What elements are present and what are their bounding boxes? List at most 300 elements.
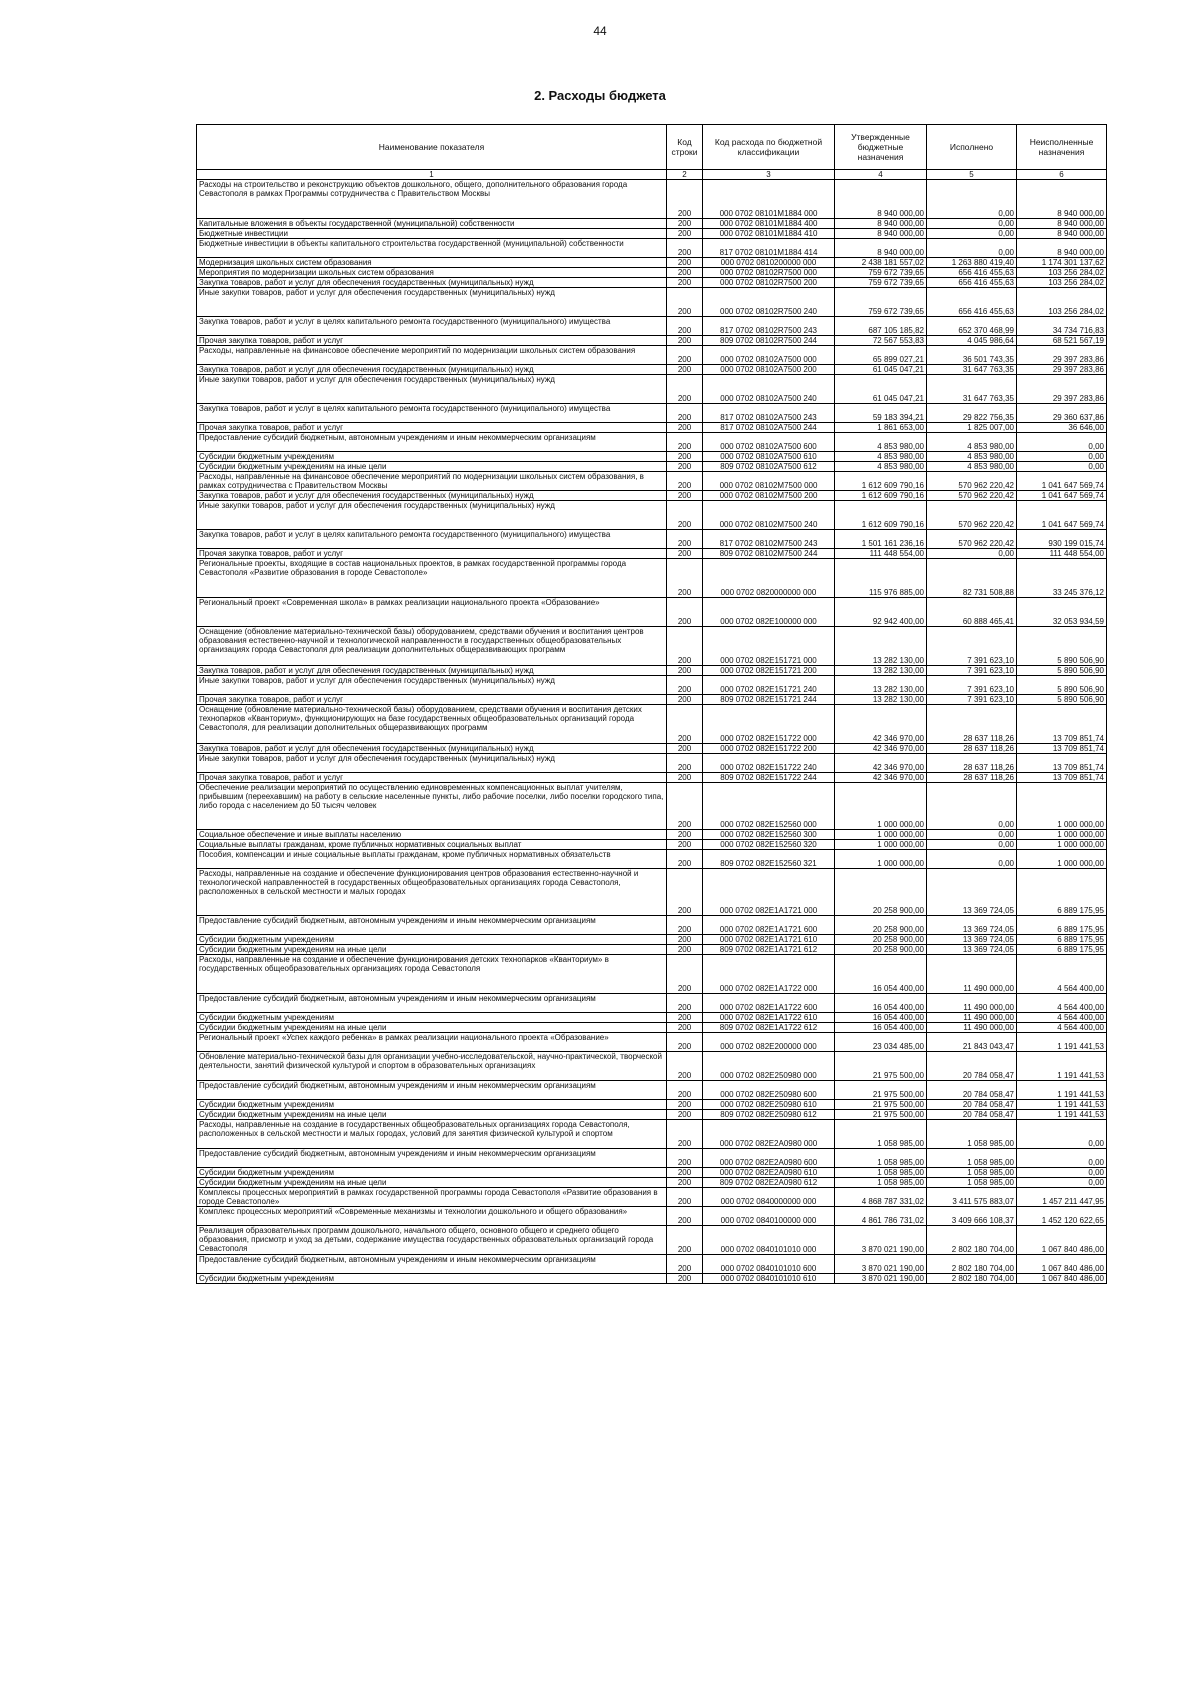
row-approved: 20 258 900,00 [835,935,927,945]
row-code: 200 [667,1226,703,1255]
row-code: 200 [667,935,703,945]
row-classification: 000 0702 08101M1884 000 [703,180,835,219]
table-row [197,501,1107,530]
row-name: Субсидии бюджетным учреждениям [197,1100,667,1110]
row-executed: 570 962 220,42 [927,501,1017,530]
row-unexecuted: 5 890 506,90 [1017,627,1107,666]
row-unexecuted: 1 000 000,00 [1017,830,1107,840]
row-name: Расходы, направленные на создание в государственных общеобразовательных организациях города Севастополя, расположенных в сельской местности и малых городах, условий для занятия физической культурой и спортом [197,1120,667,1149]
table-row [197,1255,1107,1274]
row-name: Предоставление субсидий бюджетным, автономным учреждениям и иным некоммерческим организациям [197,1081,667,1100]
table-row [197,365,1107,375]
row-unexecuted: 5 890 506,90 [1017,666,1107,676]
row-approved: 16 054 400,00 [835,1013,927,1023]
row-name: Бюджетные инвестиции [197,229,667,239]
row-approved: 42 346 970,00 [835,705,927,744]
row-code: 200 [667,1100,703,1110]
table-row [197,945,1107,955]
row-approved: 3 870 021 190,00 [835,1255,927,1274]
row-unexecuted: 1 067 840 486,00 [1017,1255,1107,1274]
table-row [197,850,1107,869]
row-executed: 0,00 [927,830,1017,840]
table-row [197,935,1107,945]
row-executed: 11 490 000,00 [927,955,1017,994]
row-name: Субсидии бюджетным учреждениям [197,1168,667,1178]
row-executed: 20 784 058,47 [927,1052,1017,1081]
row-classification: 000 0702 08102A7500 000 [703,346,835,365]
row-code: 200 [667,404,703,423]
row-classification: 000 0702 082E1A1722 600 [703,994,835,1013]
row-name: Предоставление субсидий бюджетным, автономным учреждениям и иным некоммерческим организациям [197,994,667,1013]
row-approved: 21 975 500,00 [835,1100,927,1110]
row-unexecuted: 1 000 000,00 [1017,850,1107,869]
row-classification: 000 0702 08102A7500 240 [703,375,835,404]
table-row [197,433,1107,452]
row-name: Иные закупки товаров, работ и услуг для обеспечения государственных (муниципальных) нужд [197,754,667,773]
row-executed: 1 263 880 419,40 [927,258,1017,268]
row-approved: 111 448 554,00 [835,549,927,559]
table-row [197,530,1107,549]
row-executed: 7 391 623,10 [927,627,1017,666]
row-classification: 000 0702 0840101010 600 [703,1255,835,1274]
row-classification: 000 0702 0840101010 610 [703,1274,835,1284]
table-row [197,559,1107,598]
row-unexecuted: 5 890 506,90 [1017,695,1107,705]
row-name: Обеспечение реализации мероприятий по осуществлению единовременных компенсационных выплат учителям, прибывшим (переехавшим) на работу в сельские населенные пункты, либо рабочие поселки, либо поселки городского типа, либо города с населением до 50 тысяч человек [197,783,667,830]
row-unexecuted: 29 360 637,86 [1017,404,1107,423]
row-classification: 000 0702 082E1A1722 000 [703,955,835,994]
row-unexecuted: 0,00 [1017,452,1107,462]
table-row [197,695,1107,705]
row-approved: 1 000 000,00 [835,850,927,869]
table-row [197,180,1107,219]
row-name: Предоставление субсидий бюджетным, автономным учреждениям и иным некоммерческим организациям [197,916,667,935]
row-unexecuted: 8 940 000,00 [1017,219,1107,229]
row-classification: 000 0702 08102R7500 240 [703,288,835,317]
row-name: Предоставление субсидий бюджетным, автономным учреждениям и иным некоммерческим организациям [197,433,667,452]
table-row [197,1110,1107,1120]
row-code: 200 [667,219,703,229]
row-code: 200 [667,1149,703,1168]
row-classification: 000 0702 082E1A1721 600 [703,916,835,935]
row-name: Капитальные вложения в объекты государственной (муниципальной) собственности [197,219,667,229]
row-code: 200 [667,278,703,288]
row-approved: 13 282 130,00 [835,676,927,695]
row-approved: 21 975 500,00 [835,1110,927,1120]
table-row [197,1149,1107,1168]
row-name: Оснащение (обновление материально-технической базы) оборудованием, средствами обучения и воспитания детских технопарков «Кванториум», функционирующих на базе государственных общеобразовательных организаций города Севастополя, для реализации дополнительных общеразвивающих программ [197,705,667,744]
row-approved: 61 045 047,21 [835,375,927,404]
row-code: 200 [667,1255,703,1274]
row-unexecuted: 13 709 851,74 [1017,705,1107,744]
row-approved: 23 034 485,00 [835,1033,927,1052]
row-unexecuted: 1 191 441,53 [1017,1110,1107,1120]
row-executed: 7 391 623,10 [927,666,1017,676]
table-row [197,676,1107,695]
row-executed: 0,00 [927,239,1017,258]
row-approved: 42 346 970,00 [835,744,927,754]
row-classification: 000 0702 08102M7500 240 [703,501,835,530]
row-name: Субсидии бюджетным учреждениям на иные цели [197,1023,667,1033]
row-name: Закупка товаров, работ и услуг в целях капитального ремонта государственного (муниципального) имущества [197,317,667,336]
row-approved: 72 567 553,83 [835,336,927,346]
row-classification: 000 0702 082E1A1721 000 [703,869,835,916]
table-row [197,773,1107,783]
row-name: Закупка товаров, работ и услуг для обеспечения государственных (муниципальных) нужд [197,744,667,754]
row-approved: 1 612 609 790,16 [835,501,927,530]
row-code: 200 [667,530,703,549]
table-row [197,627,1107,666]
table-row [197,423,1107,433]
row-classification: 000 0702 082E151722 240 [703,754,835,773]
row-code: 200 [667,945,703,955]
row-unexecuted: 0,00 [1017,1178,1107,1188]
row-unexecuted: 13 709 851,74 [1017,773,1107,783]
table-row [197,666,1107,676]
row-classification: 809 0702 082E2A0980 612 [703,1178,835,1188]
row-executed: 2 802 180 704,00 [927,1274,1017,1284]
row-executed: 13 369 724,05 [927,945,1017,955]
page-title: 2. Расходы бюджета [534,88,666,103]
row-unexecuted: 1 067 840 486,00 [1017,1274,1107,1284]
row-executed: 1 058 985,00 [927,1149,1017,1168]
header-unexecuted: Неисполненные назначения [1017,125,1107,170]
row-classification: 809 0702 082E151721 244 [703,695,835,705]
table-row [197,1188,1107,1207]
row-unexecuted: 1 191 441,53 [1017,1081,1107,1100]
row-executed: 31 647 763,35 [927,375,1017,404]
row-name: Субсидии бюджетным учреждениям на иные цели [197,462,667,472]
row-code: 200 [667,1120,703,1149]
row-unexecuted: 930 199 015,74 [1017,530,1107,549]
row-unexecuted: 1 452 120 622,65 [1017,1207,1107,1226]
row-name: Обновление материально-технической базы для организации учебно-исследовательской, научно-практической, творческой деятельности, занятий физической культурой и спортом в образовательных организациях [197,1052,667,1081]
row-code: 200 [667,850,703,869]
row-name: Закупка товаров, работ и услуг в целях капитального ремонта государственного (муниципального) имущества [197,530,667,549]
row-classification: 817 0702 08102R7500 243 [703,317,835,336]
row-code: 200 [667,1168,703,1178]
row-unexecuted: 29 397 283,86 [1017,365,1107,375]
table-row [197,404,1107,423]
row-code: 200 [667,239,703,258]
column-number: 2 [667,170,703,180]
row-executed: 4 853 980,00 [927,433,1017,452]
row-classification: 000 0702 0820000000 000 [703,559,835,598]
row-classification: 809 0702 08102M7500 244 [703,549,835,559]
row-classification: 000 0702 08101M1884 400 [703,219,835,229]
row-executed: 1 825 007,00 [927,423,1017,433]
row-name: Бюджетные инвестиции в объекты капитального строительства государственной (муниципальной) собственности [197,239,667,258]
row-code: 200 [667,1188,703,1207]
row-unexecuted: 8 940 000,00 [1017,229,1107,239]
row-name: Закупка товаров, работ и услуг для обеспечения государственных (муниципальных) нужд [197,278,667,288]
row-code: 200 [667,783,703,830]
table-row [197,491,1107,501]
table-row [197,1207,1107,1226]
row-executed: 13 369 724,05 [927,935,1017,945]
table-row [197,336,1107,346]
row-code: 200 [667,1023,703,1033]
row-executed: 28 637 118,26 [927,744,1017,754]
row-approved: 759 672 739,65 [835,268,927,278]
table-row [197,916,1107,935]
row-classification: 000 0702 082E152560 320 [703,840,835,850]
row-unexecuted: 1 067 840 486,00 [1017,1226,1107,1255]
row-code: 200 [667,754,703,773]
row-approved: 20 258 900,00 [835,869,927,916]
row-code: 200 [667,229,703,239]
table-row [197,472,1107,491]
row-executed: 11 490 000,00 [927,1013,1017,1023]
header-executed: Исполнено [927,125,1017,170]
row-name: Социальное обеспечение и иные выплаты населению [197,830,667,840]
row-approved: 1 861 653,00 [835,423,927,433]
row-unexecuted: 6 889 175,95 [1017,945,1107,955]
table-row [197,1013,1107,1023]
row-classification: 000 0702 0840000000 000 [703,1188,835,1207]
row-name: Закупка товаров, работ и услуг для обеспечения государственных (муниципальных) нужд [197,491,667,501]
row-approved: 21 975 500,00 [835,1081,927,1100]
row-executed: 656 416 455,63 [927,268,1017,278]
row-executed: 0,00 [927,219,1017,229]
table-row [197,744,1107,754]
table-row [197,1081,1107,1100]
row-executed: 13 369 724,05 [927,916,1017,935]
row-approved: 115 976 885,00 [835,559,927,598]
table-row [197,830,1107,840]
row-unexecuted: 33 245 376,12 [1017,559,1107,598]
row-unexecuted: 8 940 000,00 [1017,180,1107,219]
row-approved: 4 853 980,00 [835,452,927,462]
row-code: 200 [667,549,703,559]
row-classification: 817 0702 08101M1884 414 [703,239,835,258]
table-row [197,705,1107,744]
row-approved: 759 672 739,65 [835,288,927,317]
row-classification: 000 0702 082E152560 000 [703,783,835,830]
row-executed: 656 416 455,63 [927,288,1017,317]
row-classification: 000 0702 082E1A1721 610 [703,935,835,945]
row-classification: 000 0702 082E151721 240 [703,676,835,695]
row-approved: 1 612 609 790,16 [835,491,927,501]
row-unexecuted: 0,00 [1017,1168,1107,1178]
row-classification: 809 0702 082E1A1721 612 [703,945,835,955]
row-approved: 8 940 000,00 [835,219,927,229]
row-name: Расходы на строительство и реконструкцию объектов дошкольного, общего, дополнительного образования города Севастополя в рамках Программы сотрудничества с Правительством Москвы [197,180,667,219]
row-approved: 1 501 161 236,16 [835,530,927,549]
row-name: Закупка товаров, работ и услуг для обеспечения государственных (муниципальных) нужд [197,365,667,375]
row-code: 200 [667,462,703,472]
row-unexecuted: 6 889 175,95 [1017,869,1107,916]
row-approved: 92 942 400,00 [835,598,927,627]
table-row [197,1168,1107,1178]
row-unexecuted: 4 564 400,00 [1017,1013,1107,1023]
table-row [197,598,1107,627]
table-row [197,219,1107,229]
row-code: 200 [667,346,703,365]
row-name: Субсидии бюджетным учреждениям на иные цели [197,1110,667,1120]
row-approved: 42 346 970,00 [835,754,927,773]
row-executed: 4 853 980,00 [927,462,1017,472]
row-approved: 13 282 130,00 [835,627,927,666]
row-classification: 000 0702 08102A7500 200 [703,365,835,375]
row-approved: 8 940 000,00 [835,229,927,239]
row-unexecuted: 5 890 506,90 [1017,676,1107,695]
row-executed: 28 637 118,26 [927,754,1017,773]
row-executed: 652 370 468,99 [927,317,1017,336]
row-classification: 000 0702 08102M7500 000 [703,472,835,491]
table-row [197,288,1107,317]
header-row [197,125,1107,170]
row-executed: 2 802 180 704,00 [927,1255,1017,1274]
row-classification: 000 0702 082E200000 000 [703,1033,835,1052]
column-number: 5 [927,170,1017,180]
row-approved: 1 058 985,00 [835,1149,927,1168]
row-classification: 000 0702 0810200000 000 [703,258,835,268]
table-row [197,1033,1107,1052]
table-row [197,1178,1107,1188]
row-unexecuted: 4 564 400,00 [1017,994,1107,1013]
row-executed: 570 962 220,42 [927,491,1017,501]
row-unexecuted: 1 041 647 569,74 [1017,501,1107,530]
row-code: 200 [667,258,703,268]
row-unexecuted: 1 457 211 447,95 [1017,1188,1107,1207]
row-executed: 656 416 455,63 [927,278,1017,288]
row-executed: 1 058 985,00 [927,1120,1017,1149]
row-classification: 000 0702 08102A7500 610 [703,452,835,462]
row-executed: 21 843 043,47 [927,1033,1017,1052]
row-executed: 28 637 118,26 [927,773,1017,783]
row-approved: 1 000 000,00 [835,830,927,840]
row-approved: 13 282 130,00 [835,695,927,705]
row-approved: 4 861 786 731,02 [835,1207,927,1226]
row-name: Субсидии бюджетным учреждениям [197,452,667,462]
row-name: Иные закупки товаров, работ и услуг для обеспечения государственных (муниципальных) нужд [197,288,667,317]
row-classification: 000 0702 08102A7500 600 [703,433,835,452]
row-unexecuted: 0,00 [1017,433,1107,452]
row-unexecuted: 1 191 441,53 [1017,1052,1107,1081]
row-executed: 11 490 000,00 [927,1023,1017,1033]
row-code: 200 [667,1052,703,1081]
row-approved: 1 058 985,00 [835,1178,927,1188]
row-unexecuted: 4 564 400,00 [1017,1023,1107,1033]
row-code: 200 [667,1274,703,1284]
row-approved: 1 058 985,00 [835,1120,927,1149]
row-approved: 2 438 181 557,02 [835,258,927,268]
row-name: Региональные проекты, входящие в состав национальных проектов, в рамках государственной программы города Севастополя «Развитие образования в городе Севастополе» [197,559,667,598]
row-approved: 1 058 985,00 [835,1168,927,1178]
row-classification: 000 0702 082E2A0980 600 [703,1149,835,1168]
row-code: 200 [667,491,703,501]
row-name: Прочая закупка товаров, работ и услуг [197,695,667,705]
row-unexecuted: 36 646,00 [1017,423,1107,433]
row-unexecuted: 103 256 284,02 [1017,278,1107,288]
row-code: 200 [667,472,703,491]
row-name: Оснащение (обновление материально-технической базы) оборудованием, средствами обучения и воспитания центров образования естественно-научной и технологической направленности в государственных общеобразовательных организациях города Севастополя для реализации дополнительных общеразвивающих программ [197,627,667,666]
table-row [197,278,1107,288]
row-code: 200 [667,676,703,695]
row-unexecuted: 29 397 283,86 [1017,346,1107,365]
row-unexecuted: 6 889 175,95 [1017,916,1107,935]
row-executed: 0,00 [927,850,1017,869]
row-approved: 21 975 500,00 [835,1052,927,1081]
row-executed: 2 802 180 704,00 [927,1226,1017,1255]
row-name: Комплекс процессных мероприятий «Современные механизмы и технологии дошкольного и общего образования» [197,1207,667,1226]
row-executed: 0,00 [927,840,1017,850]
row-approved: 4 853 980,00 [835,462,927,472]
row-code: 200 [667,423,703,433]
row-code: 200 [667,598,703,627]
row-executed: 29 822 756,35 [927,404,1017,423]
table-row [197,239,1107,258]
table-row [197,229,1107,239]
row-name: Мероприятия по модернизации школьных систем образования [197,268,667,278]
row-executed: 0,00 [927,783,1017,830]
row-code: 200 [667,433,703,452]
row-unexecuted: 0,00 [1017,1120,1107,1149]
page-number: 44 [593,24,607,38]
row-name: Предоставление субсидий бюджетным, автономным учреждениям и иным некоммерческим организациям [197,1255,667,1274]
row-name: Иные закупки товаров, работ и услуг для обеспечения государственных (муниципальных) нужд [197,375,667,404]
row-approved: 3 870 021 190,00 [835,1274,927,1284]
row-approved: 4 868 787 331,02 [835,1188,927,1207]
row-approved: 59 183 394,21 [835,404,927,423]
row-unexecuted: 68 521 567,19 [1017,336,1107,346]
row-approved: 16 054 400,00 [835,1023,927,1033]
row-classification: 809 0702 082E151722 244 [703,773,835,783]
column-number: 1 [197,170,667,180]
table-row [197,994,1107,1013]
table-row [197,783,1107,830]
row-classification: 000 0702 082E250980 610 [703,1100,835,1110]
row-approved: 1 000 000,00 [835,783,927,830]
row-code: 200 [667,452,703,462]
row-executed: 570 962 220,42 [927,472,1017,491]
row-name: Иные закупки товаров, работ и услуг для обеспечения государственных (муниципальных) нужд [197,501,667,530]
row-executed: 0,00 [927,229,1017,239]
row-name: Прочая закупка товаров, работ и услуг [197,549,667,559]
row-classification: 000 0702 0840100000 000 [703,1207,835,1226]
row-name: Иные закупки товаров, работ и услуг для обеспечения государственных (муниципальных) нужд [197,676,667,695]
row-name: Пособия, компенсации и иные социальные выплаты гражданам, кроме публичных нормативных обязательств [197,850,667,869]
table-row [197,452,1107,462]
row-name: Расходы, направленные на финансовое обеспечение мероприятий по модернизации школьных систем образования [197,346,667,365]
table-row [197,1120,1107,1149]
row-classification: 000 0702 082E151721 200 [703,666,835,676]
row-classification: 000 0702 082E152560 300 [703,830,835,840]
row-code: 200 [667,1013,703,1023]
row-classification: 000 0702 082E250980 600 [703,1081,835,1100]
table-row [197,955,1107,994]
row-unexecuted: 111 448 554,00 [1017,549,1107,559]
row-executed: 3 409 666 108,37 [927,1207,1017,1226]
row-code: 200 [667,288,703,317]
row-approved: 42 346 970,00 [835,773,927,783]
row-code: 200 [667,180,703,219]
table-row [197,1274,1107,1284]
row-executed: 4 853 980,00 [927,452,1017,462]
row-unexecuted: 103 256 284,02 [1017,288,1107,317]
row-classification: 000 0702 082E250980 000 [703,1052,835,1081]
row-unexecuted: 1 191 441,53 [1017,1100,1107,1110]
row-unexecuted: 103 256 284,02 [1017,268,1107,278]
row-unexecuted: 1 191 441,53 [1017,1033,1107,1052]
row-unexecuted: 34 734 716,83 [1017,317,1107,336]
row-name: Субсидии бюджетным учреждениям [197,1013,667,1023]
row-executed: 31 647 763,35 [927,365,1017,375]
row-executed: 13 369 724,05 [927,869,1017,916]
row-executed: 4 045 986,64 [927,336,1017,346]
row-code: 200 [667,955,703,994]
